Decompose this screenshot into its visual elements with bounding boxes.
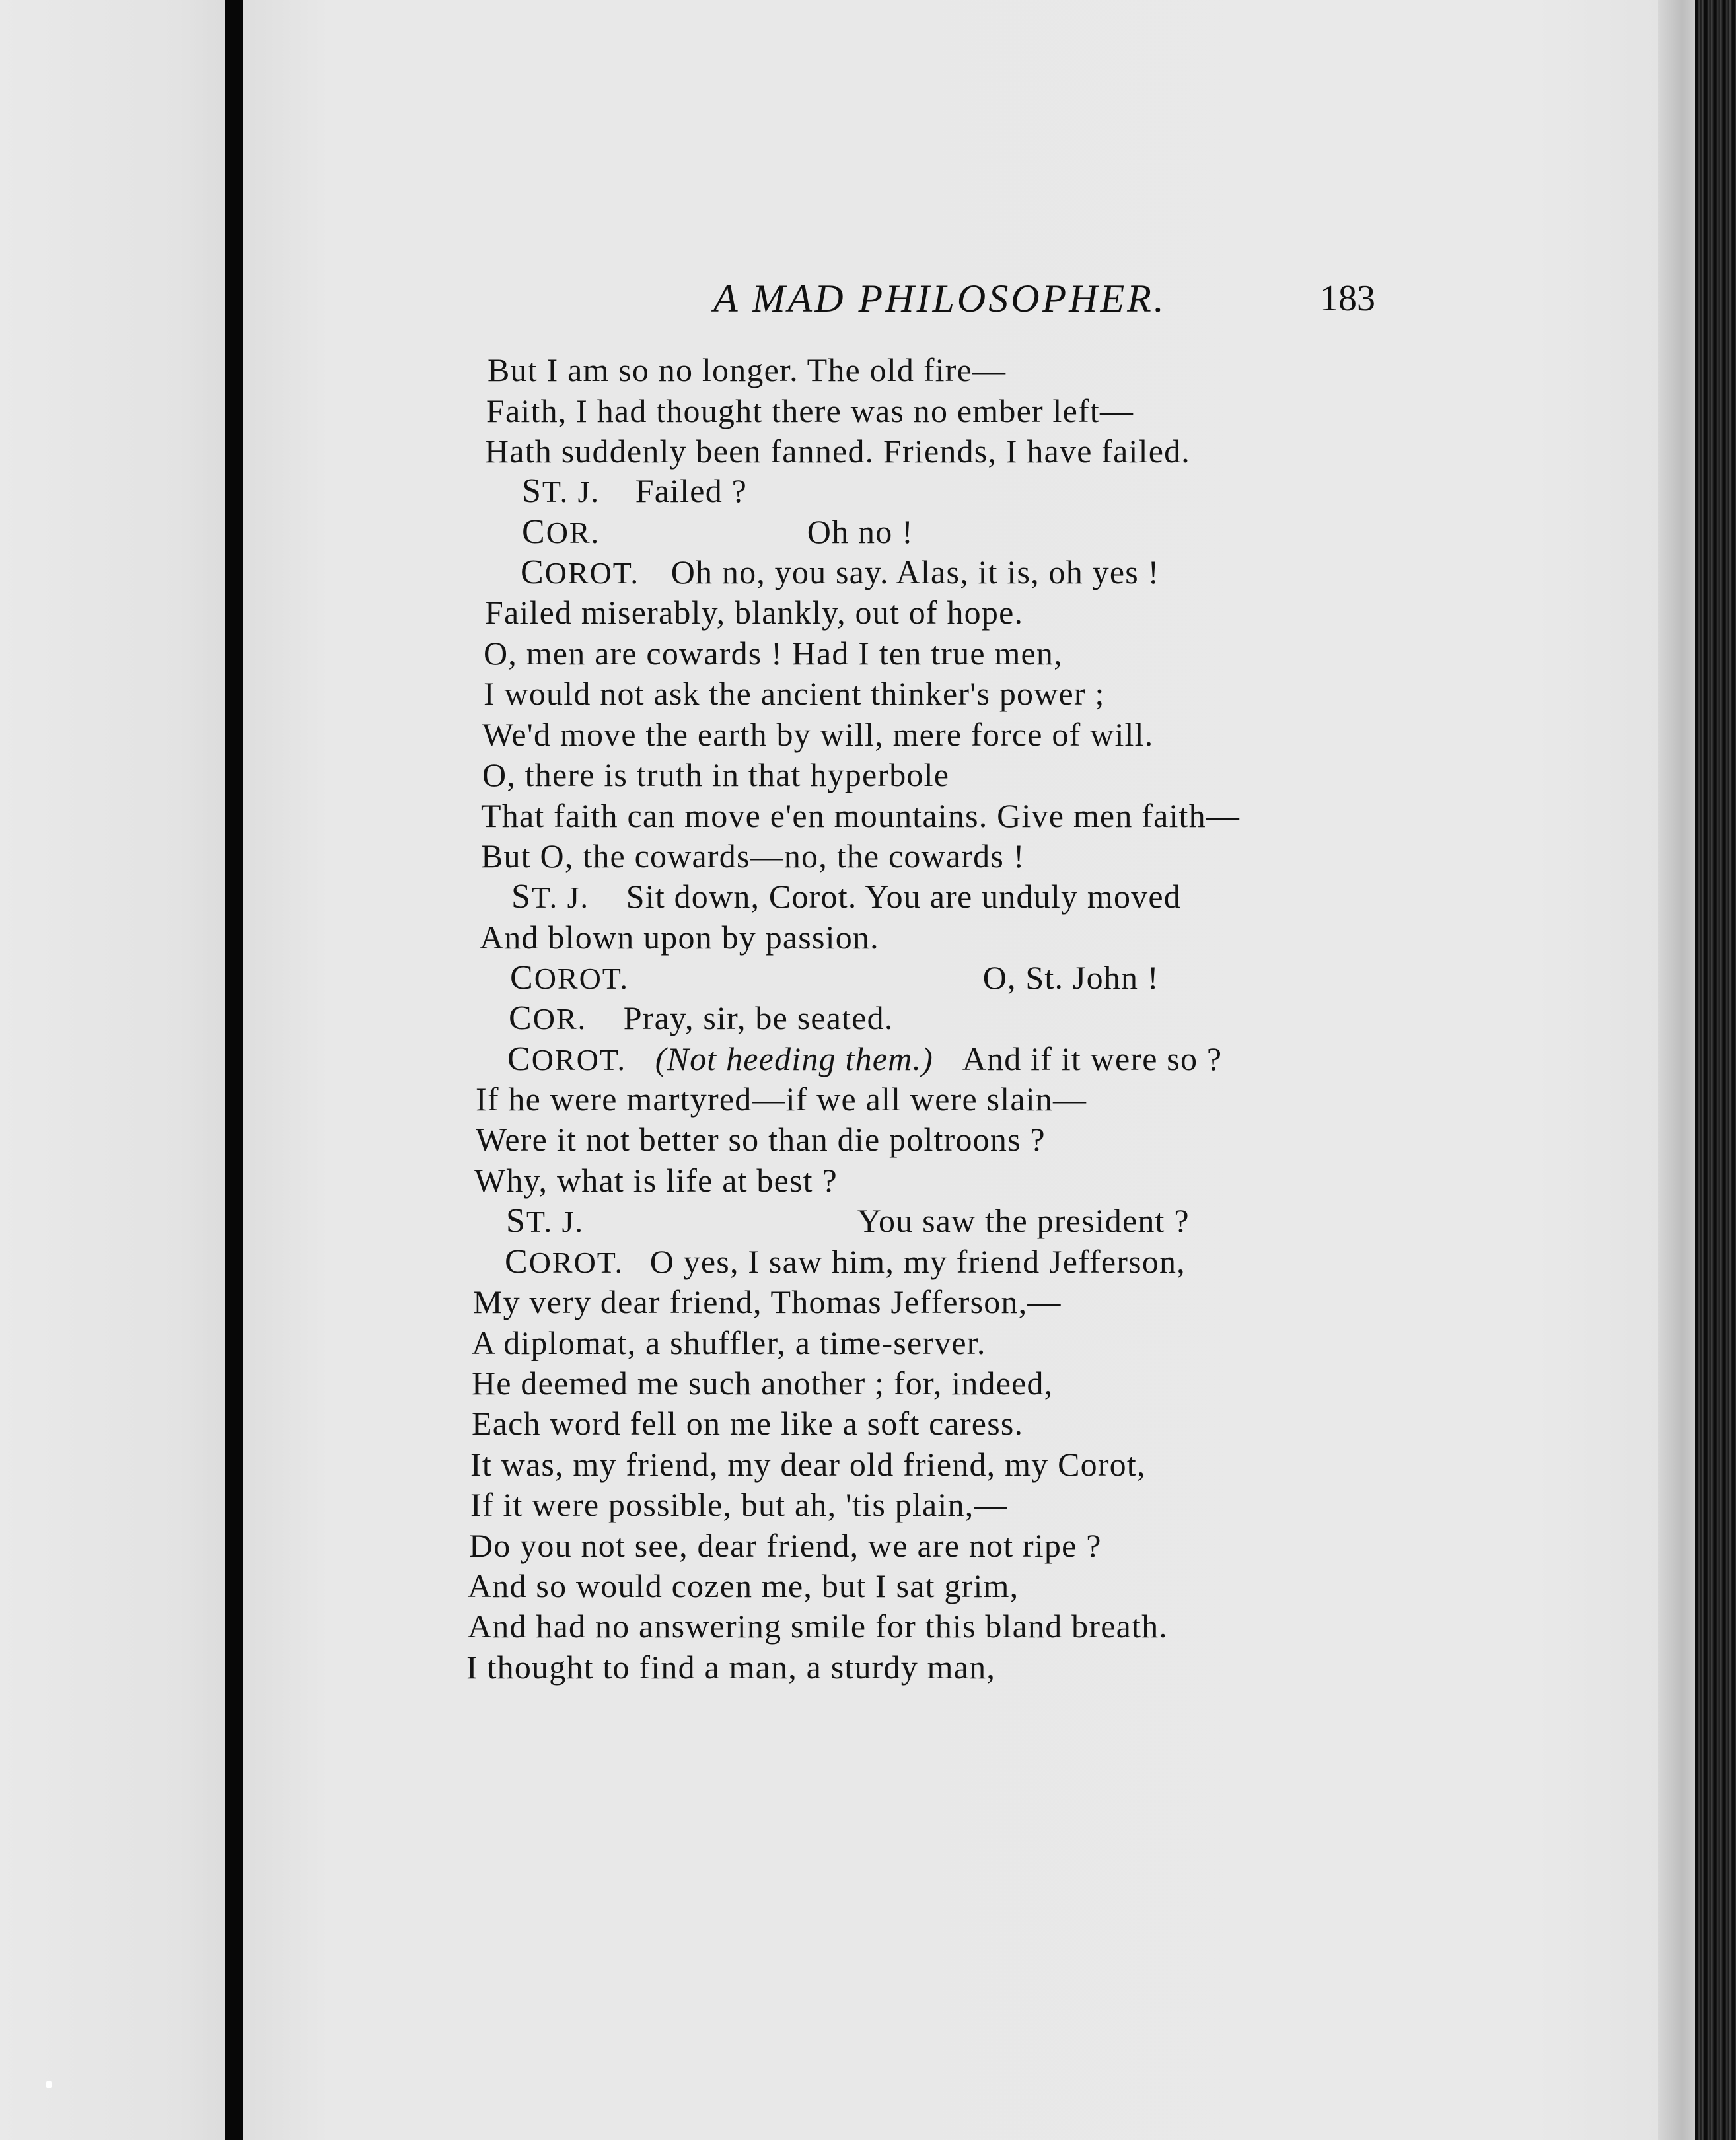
verse-line: Failed miserably, blankly, out of hope. <box>485 594 1024 631</box>
verse-line: O yes, I saw him, my friend Jefferson, <box>649 1243 1186 1280</box>
speech-line <box>507 1039 1222 1080</box>
verse-line: But I am so no longer. The old fire— <box>488 351 1007 388</box>
verse-line: If he were martyred—if we all were slain— <box>476 1081 1087 1118</box>
speaker-name: COROT. <box>510 959 629 997</box>
verse-line: Hath suddenly been fanned. Friends, I have failed. <box>485 433 1191 470</box>
verse-line: It was, my friend, my dear old friend, my Corot, <box>470 1446 1146 1483</box>
speech-line <box>521 552 1159 593</box>
verse-line: Oh no ! <box>807 513 914 550</box>
speaker-name: ST. J. <box>506 1202 585 1240</box>
stage-direction: (Not heeding them.) <box>655 1040 934 1077</box>
speech-line <box>510 958 1159 999</box>
verse-line: A diplomat, a shuffler, a time-server. <box>472 1324 986 1361</box>
verse-line: Pray, sir, be seated. <box>623 999 894 1036</box>
verse-line: And so would cozen me, but I sat grim, <box>468 1567 1019 1604</box>
verse-line: That faith can move e'en mountains. Give men faith— <box>481 797 1241 834</box>
verse-line: Each word fell on me like a soft caress. <box>472 1405 1024 1442</box>
verse-line: If it were possible, but ah, 'tis plain,— <box>470 1486 1008 1523</box>
verse-line: O, there is truth in that hyperbole <box>482 756 950 793</box>
speaker-name: COR. <box>509 999 587 1037</box>
verse-line: But O, the cowards—no, the cowards ! <box>481 838 1025 874</box>
verse-line: O, St. John ! <box>982 959 1159 996</box>
speech-line <box>522 471 747 512</box>
verse-line: And blown upon by passion. <box>480 919 879 956</box>
verse-line: Sit down, Corot. You are unduly moved <box>626 878 1181 915</box>
verse-line: Were it not better so than die poltroons ? <box>476 1121 1046 1158</box>
speaker-name: ST. J. <box>522 472 600 510</box>
speech-line <box>506 1201 1190 1242</box>
speaker-name: COROT. <box>505 1243 624 1281</box>
verse-line: My very dear friend, Thomas Jefferson,— <box>473 1283 1062 1320</box>
speech-line <box>505 1242 1186 1283</box>
verse-line: We'd move the earth by will, mere force of will. <box>482 716 1154 753</box>
speech-line <box>511 876 1181 917</box>
speaker-name: ST. J. <box>511 878 590 915</box>
verse-line: Oh no, you say. Alas, it is, oh yes ! <box>670 553 1160 590</box>
speech-line <box>522 512 914 553</box>
verse-line: Why, what is life at best ? <box>474 1162 838 1199</box>
verse-line: You saw the president ? <box>857 1202 1190 1239</box>
verse-line: Faith, I had thought there was no ember left— <box>486 392 1134 429</box>
speaker-name: COR. <box>522 513 600 551</box>
verse-line: He deemed me such another ; for, indeed, <box>472 1365 1054 1402</box>
running-head: A MAD PHILOSOPHER. <box>713 277 1167 320</box>
speech-line <box>509 998 894 1039</box>
verse-line: O, men are cowards ! Had I ten true men, <box>484 635 1063 672</box>
speaker-name: COROT. <box>507 1040 626 1078</box>
verse-line: Failed ? <box>635 472 747 509</box>
verse-line: Do you not see, dear friend, we are not ripe ? <box>469 1527 1102 1564</box>
speaker-name: COROT. <box>521 553 639 591</box>
page-number: 183 <box>1320 278 1375 319</box>
verse-line: I thought to find a man, a sturdy man, <box>466 1649 996 1686</box>
verse-line: And if it were so ? <box>962 1040 1223 1077</box>
verse-line: And had no answering smile for this bland breath. <box>468 1608 1168 1645</box>
verse-line: I would not ask the ancient thinker's power ; <box>484 675 1105 712</box>
